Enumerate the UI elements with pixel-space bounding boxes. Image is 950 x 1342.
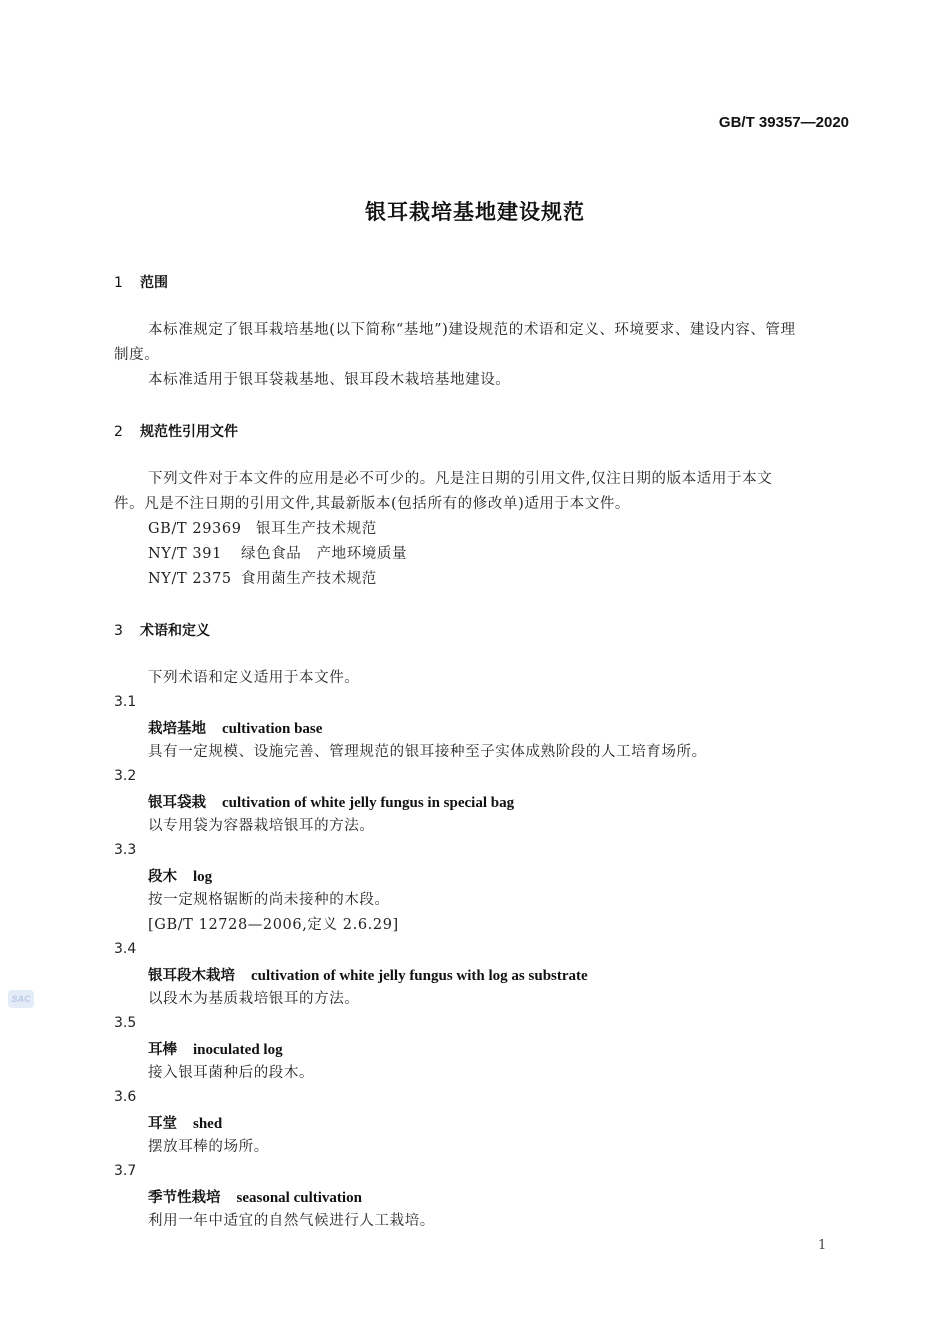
term-heading: [148, 865, 212, 886]
section-number: 1: [114, 275, 123, 291]
term-chinese: 栽培基地: [148, 721, 206, 737]
section-3-intro: 下列术语和定义适用于本文件。: [148, 670, 360, 686]
term-definition: 利用一年中适宜的自然气候进行人工栽培。: [148, 1213, 435, 1229]
section-title: 范围: [140, 275, 168, 291]
page-number: 1: [818, 1238, 827, 1253]
term-chinese: 季节性栽培: [148, 1190, 221, 1206]
section-2-heading: [114, 421, 238, 441]
normative-reference: [148, 517, 377, 542]
term-heading: [148, 717, 322, 738]
term-english: log: [193, 869, 213, 885]
term-definition: 以段木为基质栽培银耳的方法。: [148, 991, 360, 1007]
term-number: 3.1: [114, 694, 137, 710]
term-heading: [148, 964, 588, 985]
term-heading: [148, 1038, 283, 1059]
term-heading: [148, 1186, 362, 1207]
term-english: shed: [193, 1116, 223, 1132]
section-3-heading: [114, 620, 210, 640]
section-number: 3: [114, 623, 123, 639]
reference-code: NY/T 391: [148, 546, 222, 562]
term-number: 3.7: [114, 1163, 137, 1179]
term-english: cultivation of white jelly fungus with log as substrate: [251, 968, 588, 984]
term-definition: 接入银耳菌种后的段木。: [148, 1065, 315, 1081]
reference-title: 绿色食品 产地环境质量: [241, 546, 408, 562]
term-chinese: 银耳袋栽: [148, 795, 206, 811]
term-source: [GB/T 12728—2006,定义 2.6.29]: [148, 917, 399, 933]
term-heading: [148, 791, 514, 812]
section-title: 规范性引用文件: [140, 424, 238, 440]
section-number: 2: [114, 424, 123, 440]
sac-watermark-logo: SAC: [8, 990, 34, 1008]
term-chinese: 耳棒: [148, 1042, 177, 1058]
reference-code: NY/T 2375: [148, 571, 232, 587]
term-english: seasonal cultivation: [236, 1190, 362, 1206]
term-number: 3.6: [114, 1089, 137, 1105]
term-heading: [148, 1112, 222, 1133]
term-english: cultivation of white jelly fungus in special bag: [222, 795, 515, 811]
term-number: 3.5: [114, 1015, 137, 1031]
term-definition: 摆放耳棒的场所。: [148, 1139, 269, 1155]
normative-reference: [148, 567, 377, 592]
term-number: 3.4: [114, 941, 137, 957]
section-1-heading: [114, 272, 168, 292]
term-definition: 具有一定规模、设施完善、管理规范的银耳接种至子实体成熟阶段的人工培育场所。: [148, 744, 707, 760]
term-chinese: 银耳段木栽培: [148, 968, 235, 984]
term-chinese: 段木: [148, 869, 177, 885]
section-2-paragraph-line-2: 件。凡是不注日期的引用文件,其最新版本(包括所有的修改单)适用于本文件。: [114, 496, 631, 512]
section-2-paragraph-line-1: 下列文件对于本文件的应用是必不可少的。凡是注日期的引用文件,仅注日期的版本适用于本文: [148, 471, 773, 487]
reference-title: 食用菌生产技术规范: [241, 571, 377, 587]
normative-reference: [148, 542, 407, 567]
standard-number: GB/T 39357—2020: [718, 114, 849, 131]
term-definition: 以专用袋为容器栽培银耳的方法。: [148, 818, 375, 834]
section-1-paragraph-2: 本标准适用于银耳袋栽基地、银耳段木栽培基地建设。: [148, 372, 511, 388]
term-english: inoculated log: [193, 1042, 283, 1058]
term-number: 3.2: [114, 768, 137, 784]
section-title: 术语和定义: [140, 623, 210, 639]
term-english: cultivation base: [222, 721, 323, 737]
page-title: 银耳栽培基地建设规范: [365, 200, 585, 224]
term-definition: 按一定规格锯断的尚未接种的木段。: [148, 892, 390, 908]
section-1-paragraph-1-line-1: 本标准规定了银耳栽培基地(以下简称“基地”)建设规范的术语和定义、环境要求、建设内容、管理: [148, 322, 796, 338]
term-chinese: 耳堂: [148, 1116, 177, 1132]
reference-code: GB/T 29369: [148, 521, 242, 537]
term-number: 3.3: [114, 842, 137, 858]
reference-title: 银耳生产技术规范: [256, 521, 377, 537]
section-1-paragraph-1-line-2: 制度。: [114, 347, 160, 363]
